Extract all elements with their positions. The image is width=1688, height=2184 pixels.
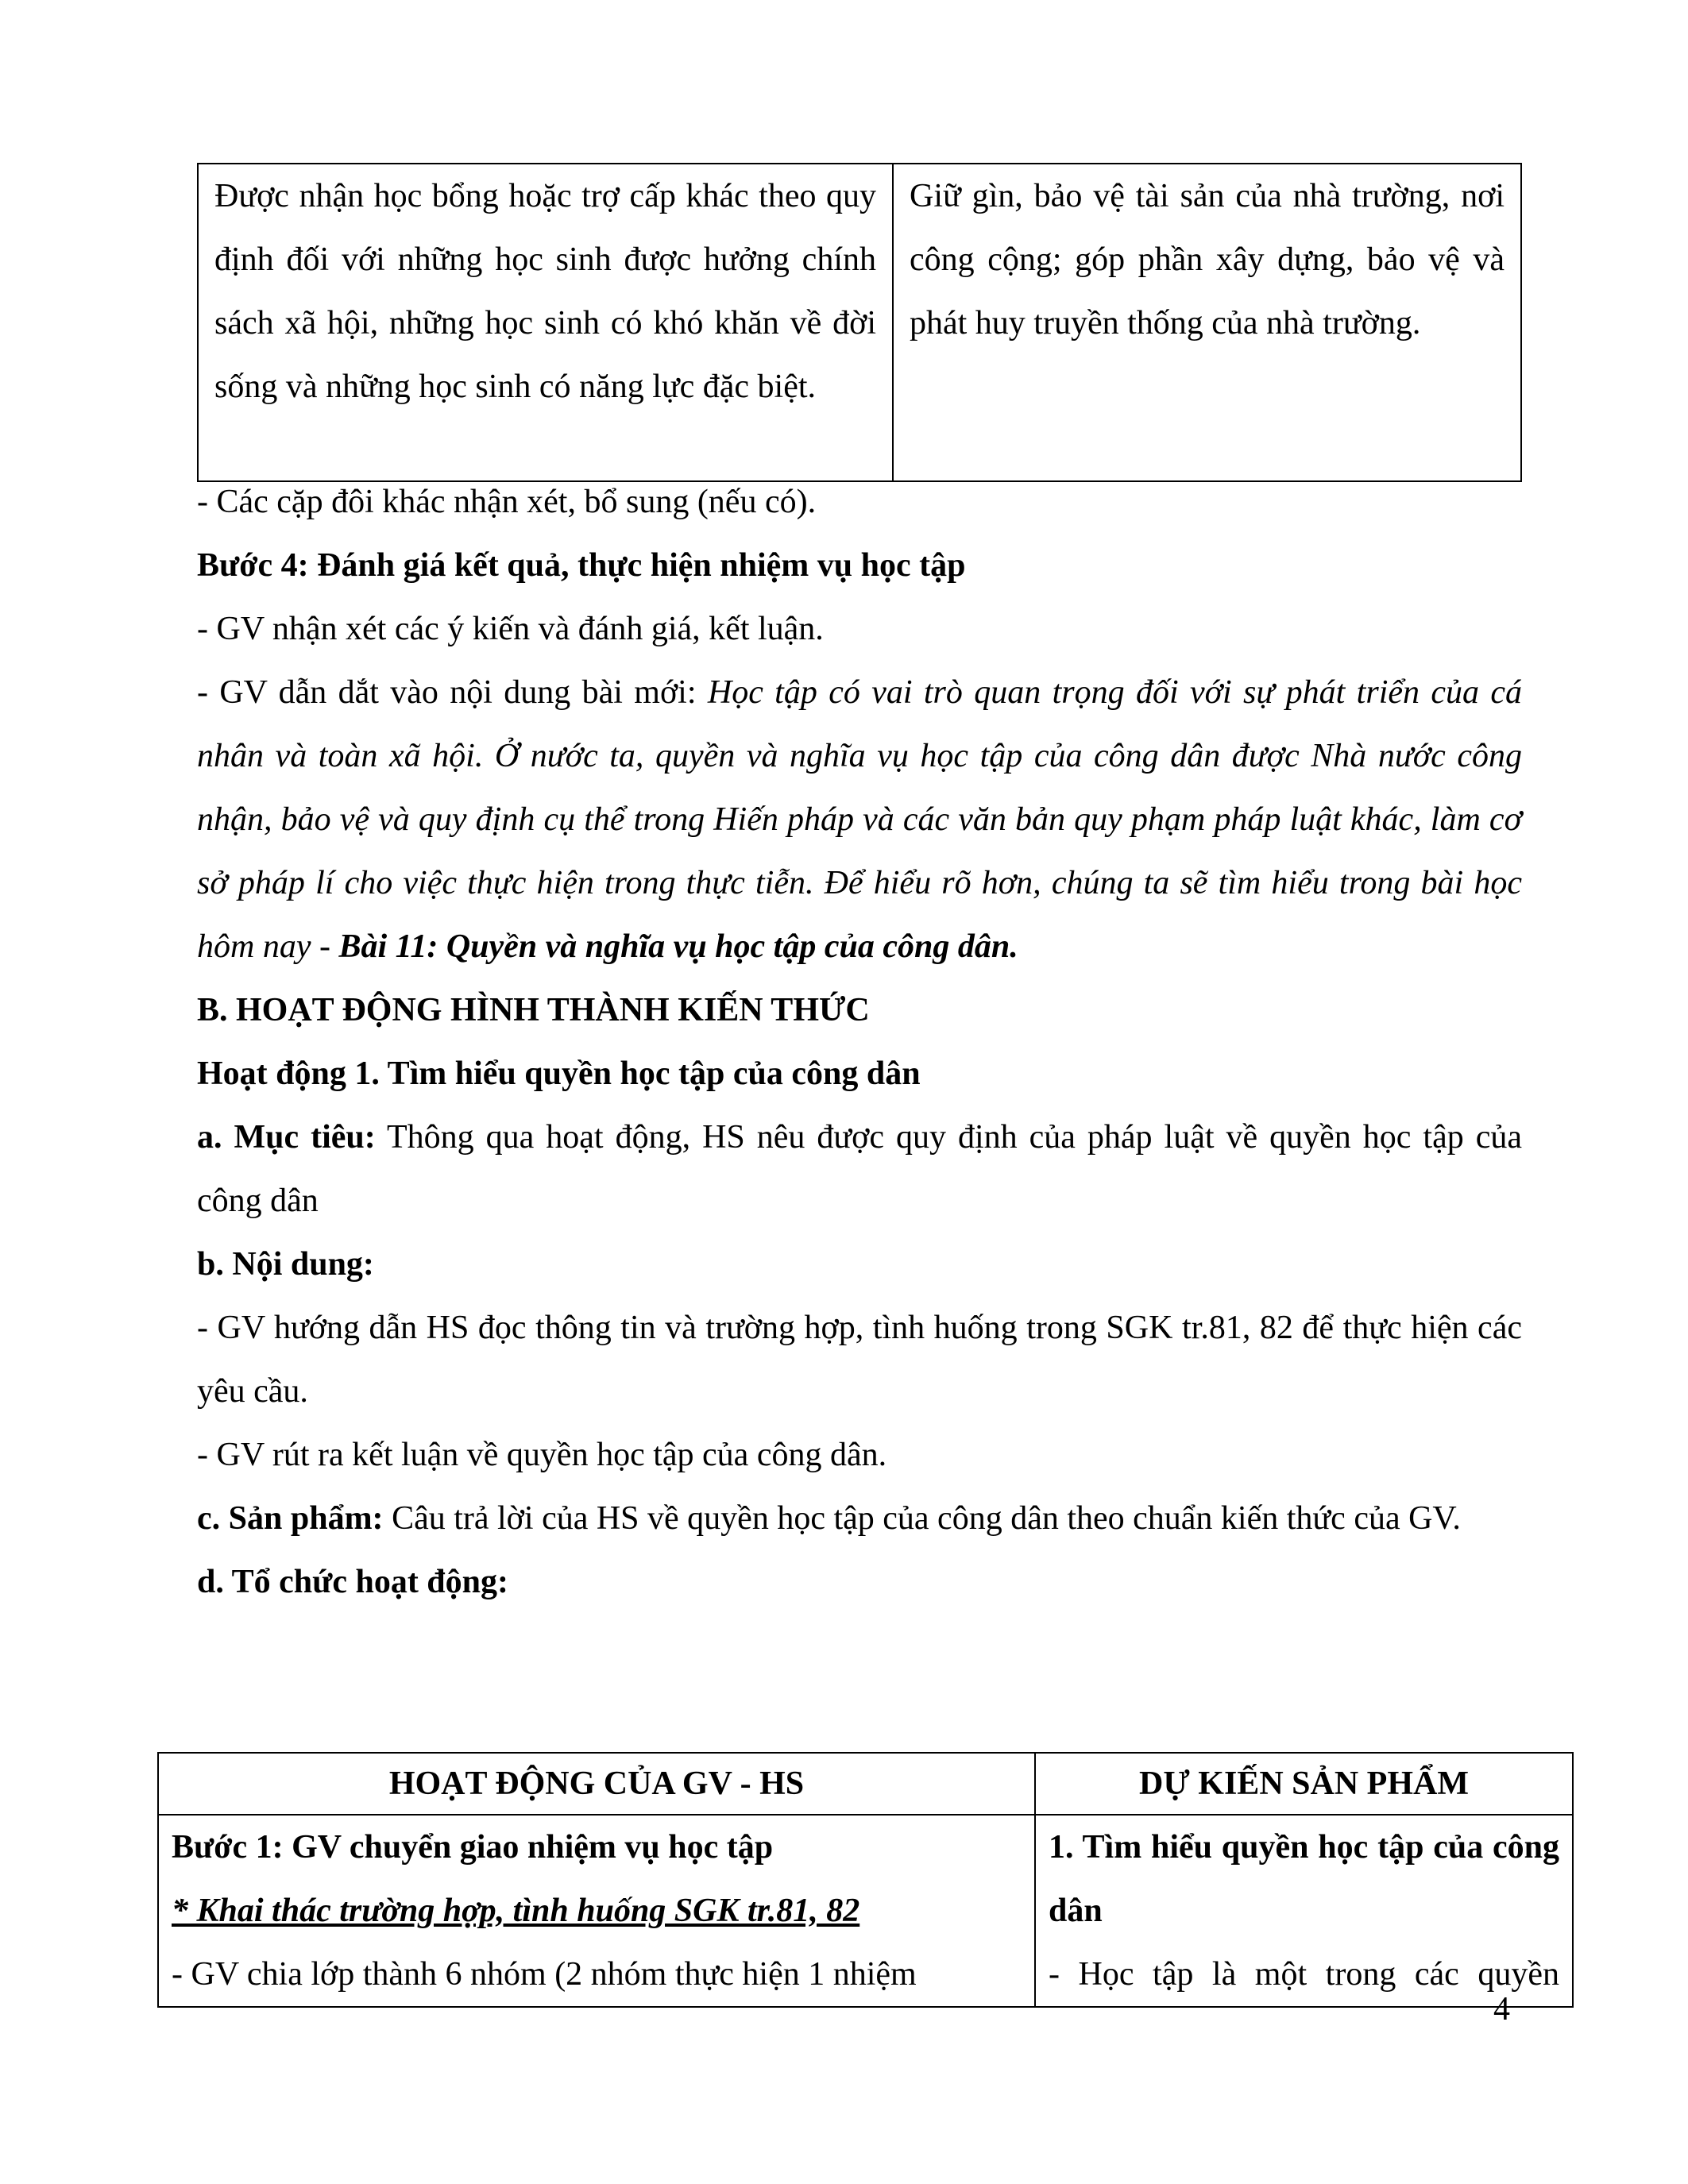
product-text: Câu trả lời của HS về quyền học tập của công dân theo chuẩn kiến thức của GV. — [383, 1500, 1461, 1537]
header-right: DỰ KIẾN SẢN PHẨM — [1035, 1753, 1573, 1815]
table-row — [158, 1815, 1573, 2007]
header-left: HOẠT ĐỘNG CỦA GV - HS — [158, 1753, 1035, 1815]
table-row — [198, 164, 1521, 481]
paragraph: - Các cặp đôi khác nhận xét, bổ sung (nếu có). — [197, 484, 817, 520]
product-text: - Học tập là một trong các quyền — [1049, 1956, 1559, 1993]
content-heading: b. Nội dung: — [197, 1246, 374, 1283]
intro-prefix: - GV dẫn dắt vào nội dung bài mới: — [197, 674, 708, 711]
table-cell-left: Được nhận học bổng hoặc trợ cấp khác theo quy định đối với những học sinh được hưởng chính sách xã hội, những học sinh có khó khăn về đời sống và những học sinh có năng lực đặc biệt. — [198, 164, 893, 481]
product-label: c. Sản phẩm: — [197, 1500, 384, 1537]
intro-italic: Học tập có vai trò quan trọng đối với sự phát triển của cá nhân và toàn xã hội. Ở nước ta, quyền và nghĩa vụ học tập của công dân được Nhà nước công nhận, bảo vệ và quy định cụ thể trong Hiến pháp và các văn bản quy phạm pháp luật khác, làm cơ sở pháp lí cho việc thực hiện trong thực tiễn. Để hiểu rõ hơn, chúng ta sẽ tìm hiểu trong bài học hôm nay - — [197, 674, 1522, 965]
activity-table — [157, 1752, 1574, 2008]
objective-paragraph — [197, 1106, 1522, 1233]
product-heading: 1. Tìm hiểu quyền học tập của công dân — [1049, 1829, 1559, 1929]
product-paragraph — [197, 1487, 1522, 1550]
table-cell-right: Giữ gìn, bảo vệ tài sản của nhà trường, nơi công cộng; góp phần xây dựng, bảo vệ và phát huy truyền thống của nhà trường. — [893, 164, 1521, 481]
rights-duties-table — [197, 163, 1522, 482]
paragraph: - GV rút ra kết luận về quyền học tập của công dân. — [197, 1437, 887, 1473]
objective-label: a. Mục tiêu: — [197, 1119, 376, 1156]
case-study-heading: * Khai thác trường hợp, tình huống SGK tr.81, 82 — [172, 1893, 860, 1929]
step1-heading: Bước 1: GV chuyển giao nhiệm vụ học tập — [172, 1829, 774, 1866]
activity-text: - GV chia lớp thành 6 nhóm (2 nhóm thực hiện 1 nhiệm — [172, 1956, 917, 1993]
product-cell — [1035, 1815, 1573, 2007]
intro-paragraph — [197, 661, 1522, 978]
paragraph: - GV nhận xét các ý kiến và đánh giá, kết luận. — [197, 611, 824, 647]
section-heading: B. HOẠT ĐỘNG HÌNH THÀNH KIẾN THỨC — [197, 992, 870, 1028]
table-header-row — [158, 1753, 1573, 1815]
activity-heading: Hoạt động 1. Tìm hiểu quyền học tập của công dân — [197, 1055, 921, 1092]
step-heading: Bước 4: Đánh giá kết quả, thực hiện nhiệm vụ học tập — [197, 547, 966, 584]
body-text — [197, 470, 1522, 1614]
activity-cell — [158, 1815, 1035, 2007]
page-number: 4 — [1493, 1991, 1510, 2028]
objective-text: Thông qua hoạt động, HS nêu được quy định của pháp luật về quyền học tập của công dân — [197, 1119, 1522, 1219]
organization-heading: d. Tổ chức hoạt động: — [197, 1564, 509, 1600]
lesson-title: Bài 11: Quyền và nghĩa vụ học tập của công dân. — [338, 928, 1018, 965]
paragraph: - GV hướng dẫn HS đọc thông tin và trường hợp, tình huống trong SGK tr.81, 82 để thực hiện các yêu cầu. — [197, 1310, 1522, 1410]
